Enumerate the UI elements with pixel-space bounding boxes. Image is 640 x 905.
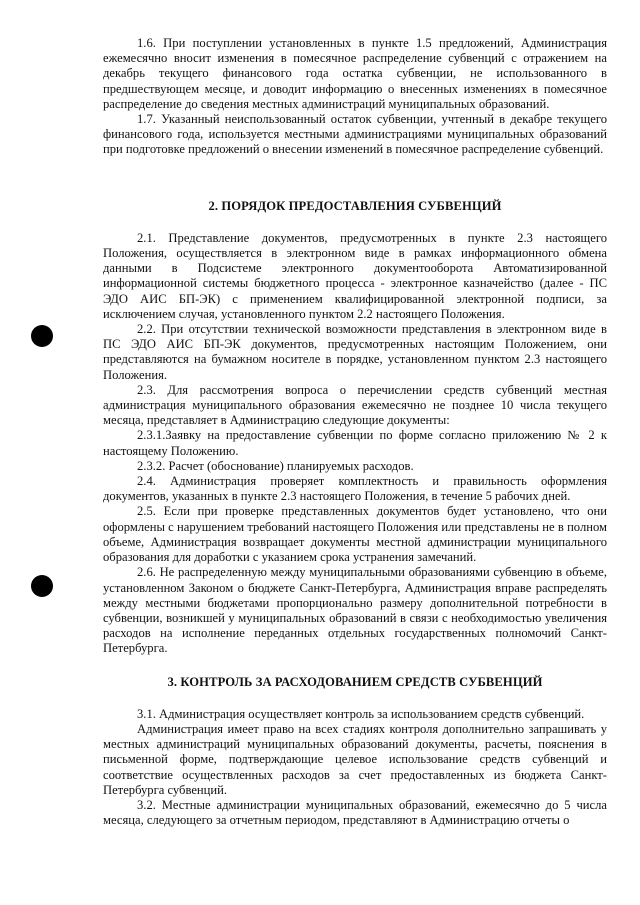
paragraph-2-3-1: 2.3.1.Заявку на предоставление субвенции по форме согласно приложению № 2 к настоящему Положению. bbox=[103, 428, 607, 458]
paragraph-2-2: 2.2. При отсутствии технической возможности представления в электронном виде в ПС ЭДО АИС БП-ЭК документов, предусмотренных настоящим Положением, они представляются на бумажном носителе в порядке, установленном пунктом 2.3 настоящего Положения. bbox=[103, 322, 607, 382]
paragraph-2-5: 2.5. Если при проверке представленных документов будет установлено, что они оформлены с нарушением требований настоящего Положения или представлены не в полном объеме, Администрация возвращает документы местной администрации муниципального образования для доработки с указанием срока устранения замечаний. bbox=[103, 504, 607, 565]
punch-hole-bottom bbox=[31, 575, 53, 597]
section-3-heading: 3. КОНТРОЛЬ ЗА РАСХОДОВАНИЕМ СРЕДСТВ СУБВЕНЦИЙ bbox=[167, 674, 543, 689]
section-2-heading: 2. ПОРЯДОК ПРЕДОСТАВЛЕНИЯ СУБВЕНЦИЙ bbox=[208, 198, 502, 213]
paragraph-2-1: 2.1. Представление документов, предусмотренных в пункте 2.3 настоящего Положения, осуществляется в электронном виде в рамках информационного обмена данными в Подсистеме электронного документооборота Автоматизированной информационной системы бюджетного процесса - электронное казначейство (далее - ПС ЭДО АИС БП-ЭК) с применением квалифицированной электронной подписи, за исключением случая, установленного пунктом 2.2 настоящего Положения. bbox=[103, 230, 607, 321]
paragraph-2-4: 2.4. Администрация проверяет комплектность и правильность оформления документов, указанных в пункте 2.3 настоящего Положения, в течение 5 рабочих дней. bbox=[103, 474, 607, 504]
paragraph-3-2: 3.2. Местные администрации муниципальных образований, ежемесячно до 5 числа месяца, следующего за отчетным периодом, представляют в Администрацию отчеты о bbox=[103, 797, 607, 828]
paragraph-1-6: 1.6. При поступлении установленных в пункте 1.5 предложений, Администрация ежемесячно вносит изменения в помесячное распределение субвенций с отражением на декабрь текущего финансового года остатка субвенции, не использованного в предшествующем месяце, и доводит информацию о внесенных изменениях в помесячное распределение до сведения местных администраций муниципальных образований. bbox=[103, 36, 607, 111]
paragraph-1-7: 1.7. Указанный неиспользованный остаток субвенции, учтенный в декабре текущего финансового года, используется местными администрациями муниципальных образований при подготовке предложений о внесении изменений в помесячное распределение субвенций. bbox=[103, 112, 607, 157]
paragraph-3-1-cont: Администрация имеет право на всех стадиях контроля дополнительно запрашивать у местных администраций муниципальных образований документы, расчеты, пояснения в письменной форме, подтверждающие целевое использование средств субвенций и соответствие осуществленных расходов за счет предоставленных из бюджета Санкт-Петербурга субвенций. bbox=[103, 721, 607, 797]
paragraph-3-1: 3.1. Администрация осуществляет контроль за использованием средств субвенций. bbox=[137, 706, 585, 721]
paragraph-2-3-2: 2.3.2. Расчет (обоснование) планируемых расходов. bbox=[137, 458, 414, 473]
paragraph-2-6: 2.6. Не распределенную между муниципальными образованиями субвенцию в объеме, установленном Законом о бюджете Санкт-Петербурга, Администрация вправе распределять между местными бюджетами пропорционально размеру дополнительной потребности в субвенции, возникшей у муниципальных образований в связи с необходимостью увеличения расходов на исполнение переданных отдельных государственных полномочий Санкт-Петербурга. bbox=[103, 565, 607, 656]
document-body bbox=[103, 36, 607, 828]
paragraph-2-3: 2.3. Для рассмотрения вопроса о перечислении средств субвенций местная администрация муниципального образования ежемесячно не позднее 10 числа текущего месяца, представляет в Администрацию следующие документы: bbox=[103, 382, 607, 428]
punch-hole-top bbox=[31, 325, 53, 347]
